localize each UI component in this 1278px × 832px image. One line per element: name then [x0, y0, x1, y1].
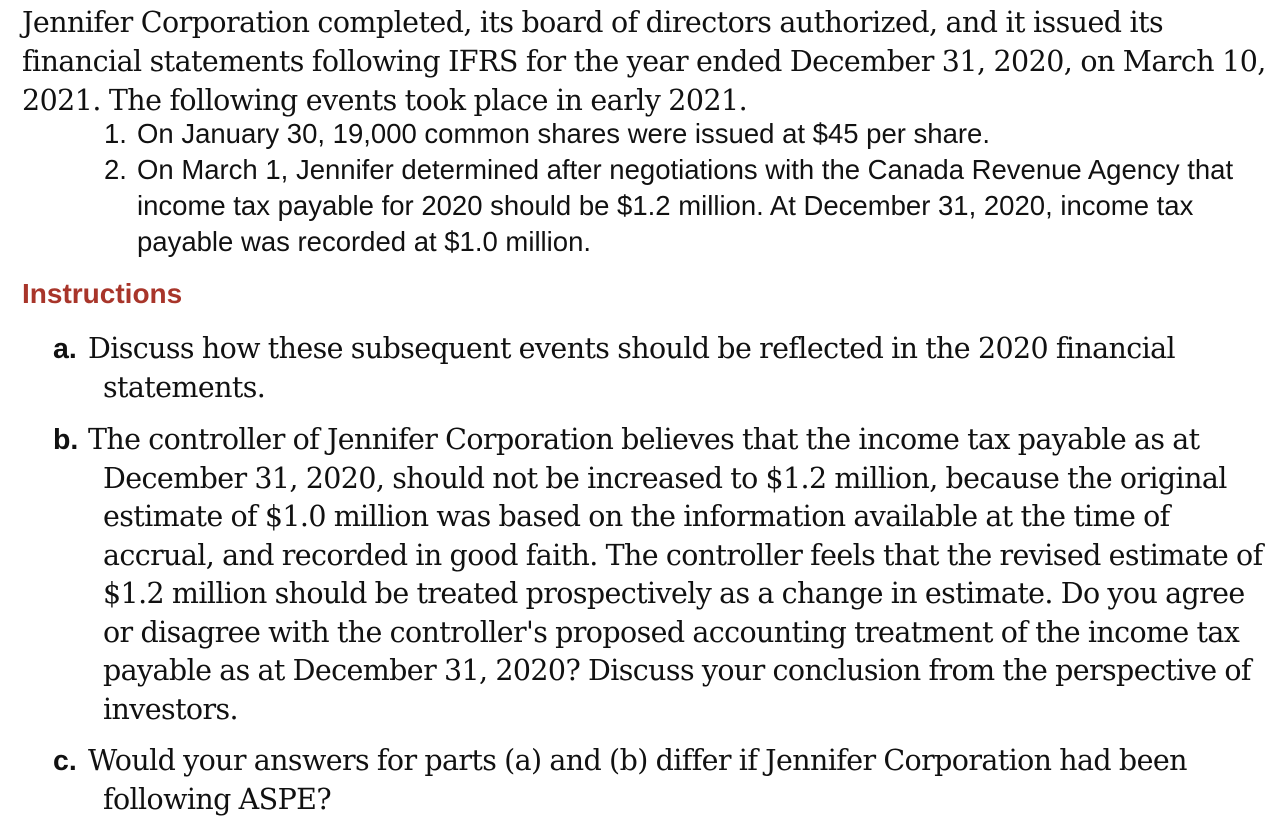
event-item — [104, 152, 1274, 260]
event-text: On March 1, Jennifer determined after negotiations with the Canada Revenue Agency that income tax payable for 2020 should be $1.2 million. At December 31, 2020, income tax payable was recorded at $1.0 million. — [137, 154, 1234, 257]
instruction-item-a — [53, 330, 1275, 407]
instruction-text: The controller of Jennifer Corporation believes that the income tax payable as at December 31, 2020, should not be increased to $1.2 million, because the original estimate of $1.0 million was based on the information available at the time of accrual, and recorded in good faith. The controller feels that the revised estimate of $1.2 million should be treated prospectively as a change in estimate. Do you agree or disagree with the controller's proposed accounting treatment of the income tax payable as at December 31, 2020? Discuss your conclusion from the perspective of investors. — [88, 423, 1263, 726]
instruction-text: Would your answers for parts (a) and (b) differ if Jennifer Corporation had been following ASPE? — [88, 744, 1187, 816]
instruction-letter: b. — [53, 424, 79, 456]
events-list — [104, 116, 1274, 260]
event-item — [104, 116, 1274, 152]
event-text: On January 30, 19,000 common shares were issued at $45 per share. — [137, 118, 990, 149]
instruction-item-c — [53, 742, 1275, 819]
problem-intro: Jennifer Corporation completed, its board of directors authorized, and it issued its financial statements following IFRS for the year ended December 31, 2020, on March 10, 2021. The following events took place in early 2021. — [22, 6, 1266, 117]
instruction-letter: a. — [53, 333, 77, 365]
event-number: 1. — [104, 118, 127, 149]
instructions-heading: Instructions — [22, 278, 183, 309]
event-number: 2. — [104, 154, 127, 185]
instruction-text: Discuss how these subsequent events should be reflected in the 2020 financial statements. — [88, 332, 1176, 404]
instruction-item-b — [53, 421, 1275, 729]
instruction-letter: c. — [53, 745, 77, 777]
